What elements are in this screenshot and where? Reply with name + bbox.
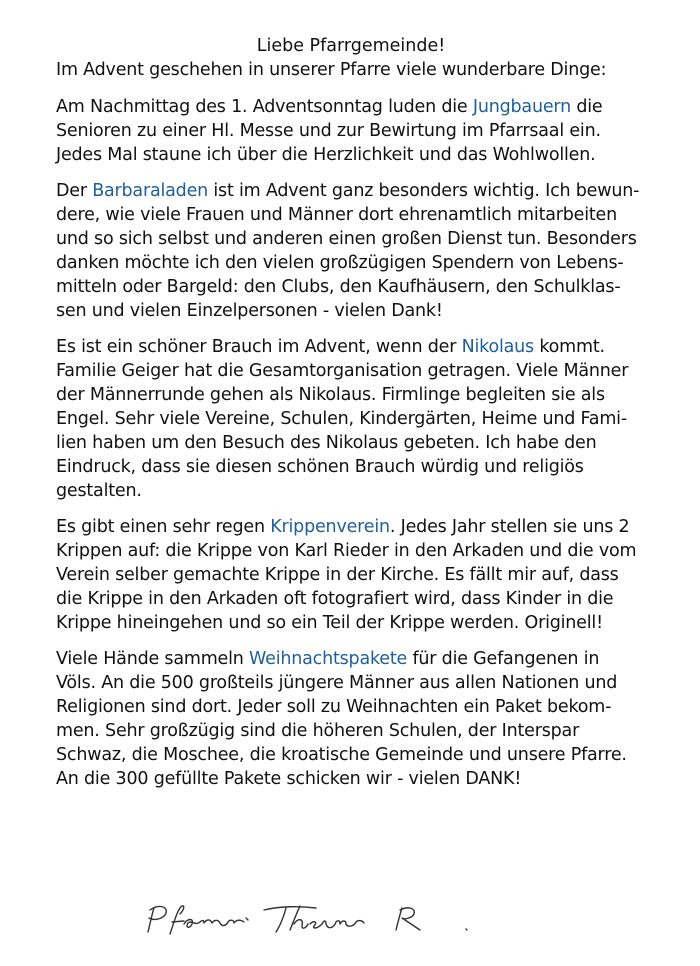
text-segment: Am Nachmittag des 1. Adventsonntag luden die xyxy=(56,97,473,117)
paragraph xyxy=(56,335,686,503)
text-segment: Der xyxy=(56,181,93,201)
highlighted-term: Nikolaus xyxy=(461,337,534,357)
text-line xyxy=(56,671,686,695)
paragraph xyxy=(56,515,686,635)
text-line xyxy=(56,431,686,455)
text-segment: Krippe hineingehen und so ein Teil der Krippe werden. Originell! xyxy=(56,613,603,633)
text-segment: Völs. An die 500 großteils jüngere Männer aus allen Nationen und xyxy=(56,673,618,693)
text-line xyxy=(56,335,686,359)
text-line xyxy=(56,407,686,431)
intro-line: Im Advent geschehen in unserer Pfarre viele wunderbare Dinge: xyxy=(56,60,607,80)
text-segment: men. Sehr großzügig sind die höheren Schulen, der Interspar xyxy=(56,721,580,741)
text-line xyxy=(56,383,686,407)
text-line xyxy=(56,695,686,719)
text-line xyxy=(56,719,686,743)
text-segment: Eindruck, dass sie diesen schönen Brauch würdig und religiös xyxy=(56,457,584,477)
text-line xyxy=(56,515,686,539)
text-line xyxy=(56,479,686,503)
text-segment: gestalten. xyxy=(56,481,142,501)
paragraph xyxy=(56,95,686,167)
text-line xyxy=(56,119,686,143)
text-segment: mitteln oder Bargeld: den Clubs, den Kaufhäusern, den Schulklas- xyxy=(56,277,621,297)
text-line xyxy=(56,143,686,167)
text-line xyxy=(56,203,686,227)
text-segment: die xyxy=(570,97,603,117)
text-line xyxy=(56,275,686,299)
text-segment: Viele Hände sammeln xyxy=(56,649,250,669)
text-line xyxy=(56,455,686,479)
text-line xyxy=(56,611,686,635)
greeting: Liebe Pfarrgemeinde! xyxy=(256,36,446,56)
handwritten-signature xyxy=(140,896,490,946)
text-segment: Krippen auf: die Krippe von Karl Rieder in den Arkaden und die vom xyxy=(56,541,637,561)
text-line xyxy=(56,179,686,203)
text-segment: Verein selber gemachte Krippe in der Kirche. Es fällt mir auf, dass xyxy=(56,565,619,585)
text-segment: lien haben um den Besuch des Nikolaus gebeten. Ich habe den xyxy=(56,433,597,453)
highlighted-term: Barbaraladen xyxy=(92,181,209,201)
highlighted-term: Weihnachtspakete xyxy=(249,649,408,669)
text-segment: Familie Geiger hat die Gesamtorganisation getragen. Viele Männer xyxy=(56,361,629,381)
text-line xyxy=(56,95,686,119)
highlighted-term: Jungbauern xyxy=(472,97,571,117)
text-segment: Es gibt einen sehr regen xyxy=(56,517,271,537)
text-segment: der Männerrunde gehen als Nikolaus. Firmlinge begleiten sie als xyxy=(56,385,605,405)
text-line xyxy=(56,251,686,275)
text-line xyxy=(56,767,686,791)
text-segment: Senioren zu einer Hl. Messe und zur Bewirtung im Pfarrsaal ein. xyxy=(56,121,601,141)
paragraph xyxy=(56,179,686,323)
text-line xyxy=(56,359,686,383)
text-segment: Jedes Mal staune ich über die Herzlichkeit und das Wohlwollen. xyxy=(56,145,596,165)
letter-body xyxy=(56,95,686,791)
text-segment: die Krippe in den Arkaden oft fotografiert wird, dass Kinder in die xyxy=(56,589,614,609)
text-segment: Schwaz, die Moschee, die kroatische Gemeinde und unsere Pfarre. xyxy=(56,745,627,765)
text-line xyxy=(56,299,686,323)
text-segment: . Jedes Jahr stellen sie uns 2 xyxy=(389,517,630,537)
text-segment: sen und vielen Einzelpersonen - vielen Dank! xyxy=(56,301,443,321)
text-line xyxy=(56,563,686,587)
text-segment: kommt. xyxy=(533,337,605,357)
text-segment: dere, wie viele Frauen und Männer dort ehrenamtlich mitarbeiten xyxy=(56,205,618,225)
text-line xyxy=(56,587,686,611)
text-segment: danken möchte ich den vielen großzügigen Spendern von Lebens- xyxy=(56,253,624,273)
text-segment: und so sich selbst und anderen einen großen Dienst tun. Besonders xyxy=(56,229,637,249)
highlighted-term: Krippenverein xyxy=(270,517,390,537)
text-line xyxy=(56,743,686,767)
text-segment: An die 300 gefüllte Pakete schicken wir - vielen DANK! xyxy=(56,769,522,789)
letter xyxy=(56,34,686,803)
text-line xyxy=(56,227,686,251)
text-line xyxy=(56,539,686,563)
text-segment: Es ist ein schöner Brauch im Advent, wenn der xyxy=(56,337,462,357)
text-line xyxy=(56,647,686,671)
text-segment: Religionen sind dort. Jeder soll zu Weihnachten ein Paket bekom- xyxy=(56,697,612,717)
text-segment: für die Gefangenen in xyxy=(407,649,600,669)
text-segment: ist im Advent ganz besonders wichtig. Ich bewun- xyxy=(208,181,640,201)
paragraph xyxy=(56,647,686,791)
text-segment: Engel. Sehr viele Vereine, Schulen, Kindergärten, Heime und Fami- xyxy=(56,409,627,429)
